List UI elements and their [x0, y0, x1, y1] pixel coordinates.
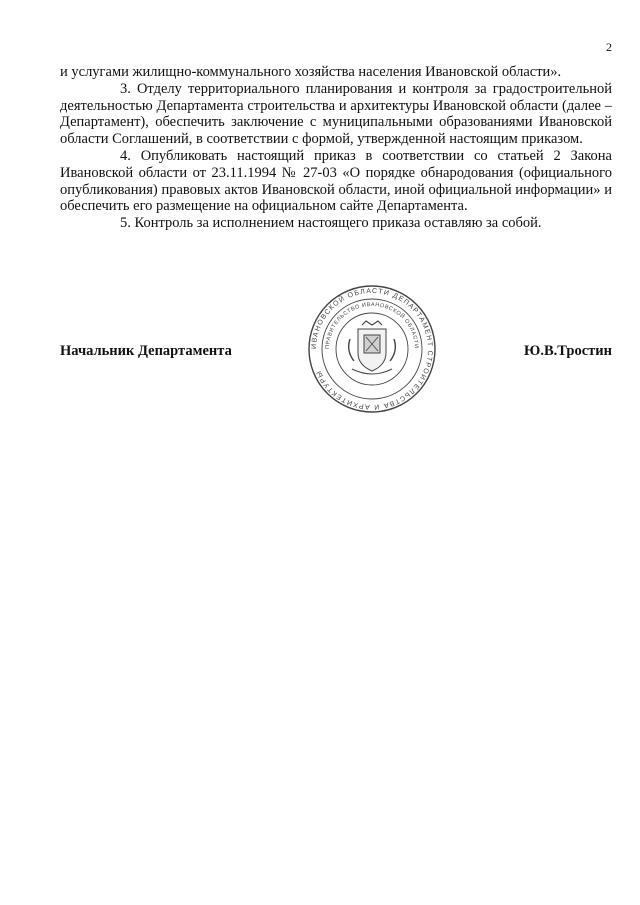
coat-of-arms-icon — [349, 321, 396, 374]
document-body — [60, 64, 612, 232]
signatory-name: Ю.В.Тростин — [524, 343, 612, 359]
seal-outer-text: ИВАНОВСКОЙ ОБЛАСТИ ДЕПАРТАМЕНТ СТРОИТЕЛЬСТВА И АРХИТЕКТУРЫ — [310, 287, 434, 411]
paragraph-item-3: 3. Отделу территориального планирования и контроля за градостроительной деятельностью Департамента строительства и архитектуры Ивановской области (далее – Департамент), обеспечить заключение с муниципальными образованиями Ивановской области Соглашений, в соответствии с формой, утвержденной настоящим приказом. — [60, 80, 612, 148]
paragraph-item-4: 4. Опубликовать настоящий приказ в соответствии со статьей 2 Закона Ивановской области от 23.11.1994 № 27-03 «О порядке обнародования (официального опубликования) правовых актов Ивановской области, иной официальной информации» и обеспечить его размещение на официальном сайте Департамента. — [60, 147, 612, 215]
paragraph-continuation: и услугами жилищно-коммунального хозяйства населения Ивановской области». — [60, 64, 562, 80]
official-seal-stamp — [306, 283, 438, 415]
signatory-position: Начальник Департамента — [60, 343, 232, 359]
seal-inner-text: ПРАВИТЕЛЬСТВО ИВАНОВСКОЙ ОБЛАСТИ — [324, 301, 420, 350]
page-number: 2 — [606, 40, 612, 54]
paragraph-item-5: 5. Контроль за исполнением настоящего приказа оставляю за собой. — [120, 215, 542, 232]
